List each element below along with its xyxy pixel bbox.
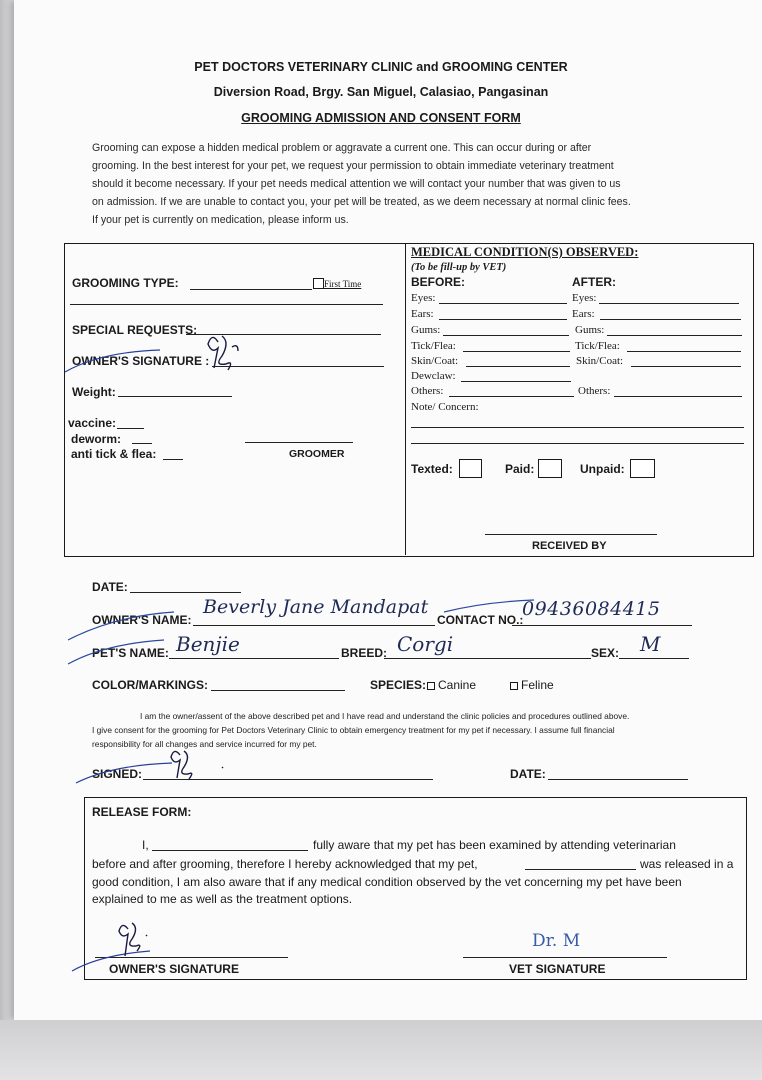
- scan-background: [0, 1020, 762, 1080]
- first-time-label: First Time: [324, 279, 362, 289]
- after-heading: AFTER:: [572, 275, 616, 289]
- before-tick-label: Tick/Flea:: [411, 340, 456, 352]
- owner-name-value: Beverly Jane Mandapat: [203, 596, 429, 618]
- canine-checkbox[interactable]: [427, 682, 435, 690]
- contact-value: 09436084415: [522, 598, 661, 620]
- date-label: DATE:: [92, 580, 128, 594]
- contact-label: CONTACT NO.:: [437, 613, 524, 627]
- before-ears-label: Ears:: [411, 308, 434, 320]
- pet-name-field[interactable]: [169, 658, 339, 659]
- intro-line: Grooming can expose a hidden medical problem or aggravate a current one. This can occur during or after: [92, 142, 592, 154]
- owner-name-label: OWNER'S NAME:: [92, 613, 192, 627]
- sex-value: M: [640, 632, 661, 656]
- intro-line: grooming. In the best interest for your pet, we request your permission to obtain immediate veterinary treatment: [92, 160, 614, 172]
- section-divider: [405, 244, 406, 555]
- consent-line: I am the owner/assent of the above described pet and I have read and understand the clinic policies and procedures outlined above.: [140, 711, 630, 721]
- release-title: RELEASE FORM:: [92, 805, 192, 819]
- vaccine-label: vaccine:: [68, 416, 117, 430]
- after-skin-label: Skin/Coat:: [576, 355, 624, 367]
- after-gums-label: Gums:: [575, 324, 605, 336]
- release-line2a: before and after grooming, therefore I hereby acknowledged that my pet,: [92, 857, 478, 871]
- consent-line: responsibility for all changes and service incurred for my pet.: [92, 739, 317, 749]
- vet-signature-field[interactable]: [463, 957, 667, 958]
- grooming-section-box: [64, 243, 754, 557]
- before-gums-label: Gums:: [411, 324, 441, 336]
- breed-field[interactable]: [384, 658, 591, 659]
- species-label: SPECIES:: [370, 678, 427, 692]
- owner-signature-mark: [60, 322, 260, 382]
- special-requests-label: SPECIAL REQUESTS:: [72, 323, 198, 337]
- before-others-field[interactable]: [449, 396, 574, 397]
- release-line1: fully aware that my pet has been examined by attending veterinarian: [313, 838, 676, 852]
- canine-label: Canine: [438, 678, 477, 692]
- weight-field[interactable]: [118, 396, 232, 397]
- groomer-label: GROOMER: [289, 448, 345, 460]
- deworm-label: deworm:: [71, 432, 122, 446]
- after-ears-field[interactable]: [600, 319, 741, 320]
- after-skin-field[interactable]: [631, 366, 741, 367]
- after-ears-label: Ears:: [572, 308, 595, 320]
- after-others-field[interactable]: [614, 396, 742, 397]
- after-others-label: Others:: [578, 385, 611, 397]
- groomer-signature-field[interactable]: [245, 442, 353, 443]
- after-gums-field[interactable]: [607, 335, 742, 336]
- clinic-address: Diversion Road, Brgy. San Miguel, Calasiao, Pangasinan: [213, 85, 549, 99]
- before-eyes-label: Eyes:: [411, 292, 436, 304]
- texted-label: Texted:: [411, 462, 453, 476]
- grooming-type-label: GROOMING TYPE:: [72, 276, 179, 290]
- release-line4: explained to me as well as the treatment options.: [92, 892, 353, 906]
- vet-initials: Dr. M: [532, 931, 581, 951]
- breed-value: Corgi: [397, 632, 454, 656]
- color-field[interactable]: [211, 690, 345, 691]
- clinic-name: PET DOCTORS VETERINARY CLINIC and GROOMING CENTER: [194, 60, 568, 74]
- before-eyes-field[interactable]: [439, 303, 567, 304]
- date-field[interactable]: [130, 592, 241, 593]
- consent-line: I give consent for the grooming for Pet Doctors Veterinary Clinic to obtain emergency treatment for my pet if necessary. I assume full financial: [92, 725, 615, 735]
- release-owner-signature-mark: [70, 915, 190, 975]
- texted-checkbox[interactable]: [459, 459, 482, 478]
- pet-name-label: PET'S NAME:: [92, 646, 169, 660]
- release-owner-signature-label: OWNER'S SIGNATURE: [109, 962, 239, 976]
- release-pet-field[interactable]: [525, 869, 636, 870]
- received-by-field[interactable]: [485, 534, 657, 535]
- dewclaw-field[interactable]: [461, 381, 571, 382]
- after-tick-label: Tick/Flea:: [575, 340, 620, 352]
- before-ears-field[interactable]: [439, 319, 567, 320]
- before-skin-field[interactable]: [466, 366, 570, 367]
- form-title: GROOMING ADMISSION AND CONSENT FORM: [241, 111, 521, 125]
- concern-label: Note/ Concern:: [411, 401, 479, 413]
- feline-checkbox[interactable]: [510, 682, 518, 690]
- sex-field[interactable]: [619, 658, 689, 659]
- concern-line-1[interactable]: [411, 427, 744, 428]
- paid-label: Paid:: [505, 462, 535, 476]
- unpaid-label: Unpaid:: [580, 462, 625, 476]
- vet-signature-label: VET SIGNATURE: [509, 962, 606, 976]
- before-gums-field[interactable]: [443, 335, 569, 336]
- before-tick-field[interactable]: [463, 351, 570, 352]
- release-i: I,: [142, 838, 149, 852]
- intro-line: If your pet is currently on medication, please inform us.: [92, 214, 349, 226]
- grooming-type-field[interactable]: [190, 289, 312, 290]
- concern-line-2[interactable]: [411, 443, 744, 444]
- release-line3: good condition, I am also aware that if any medical condition observed by the vet concerning my pet have been: [92, 875, 682, 889]
- breed-label: BREED:: [341, 646, 388, 660]
- antitick-field[interactable]: [163, 459, 183, 460]
- pet-name-stroke: [64, 628, 184, 668]
- weight-label: Weight:: [72, 385, 116, 399]
- owner-signature-label: OWNER'S SIGNATURE :: [72, 354, 210, 368]
- signed-signature-mark: [72, 745, 252, 795]
- after-eyes-label: Eyes:: [572, 292, 597, 304]
- paid-checkbox[interactable]: [538, 459, 562, 478]
- signed-date-label: DATE:: [510, 767, 546, 781]
- signed-date-field[interactable]: [548, 779, 688, 780]
- unpaid-checkbox[interactable]: [630, 459, 655, 478]
- intro-line: on admission. If we are unable to contact you, your pet will be treated, as we deem necessary at normal clinic fees.: [92, 196, 631, 208]
- signed-label: SIGNED:: [92, 767, 143, 781]
- medical-title: MEDICAL CONDITION(S) OBSERVED:: [411, 245, 639, 259]
- vaccine-field[interactable]: [117, 428, 144, 429]
- intro-line: should it become necessary. If your pet needs medical attention we will contact your number that was given to us: [92, 178, 621, 190]
- after-tick-field[interactable]: [627, 351, 741, 352]
- release-name-field[interactable]: [152, 850, 308, 851]
- color-label: COLOR/MARKINGS:: [92, 678, 208, 692]
- dewclaw-label: Dewclaw:: [411, 370, 456, 382]
- grooming-type-field-2[interactable]: [70, 304, 383, 305]
- after-eyes-field[interactable]: [599, 303, 739, 304]
- medical-subtitle: (To be fill-up by VET): [411, 262, 507, 273]
- before-others-label: Others:: [411, 385, 444, 397]
- received-by-label: RECEIVED BY: [532, 540, 607, 552]
- release-line2b: was released in a: [640, 857, 734, 871]
- feline-label: Feline: [521, 678, 554, 692]
- before-skin-label: Skin/Coat:: [411, 355, 459, 367]
- first-time-checkbox[interactable]: [313, 278, 324, 289]
- antitick-label: anti tick & flea:: [71, 447, 157, 461]
- before-heading: BEFORE:: [411, 275, 465, 289]
- sex-label: SEX:: [591, 646, 620, 660]
- pet-name-value: Benjie: [176, 632, 240, 656]
- deworm-field[interactable]: [132, 443, 152, 444]
